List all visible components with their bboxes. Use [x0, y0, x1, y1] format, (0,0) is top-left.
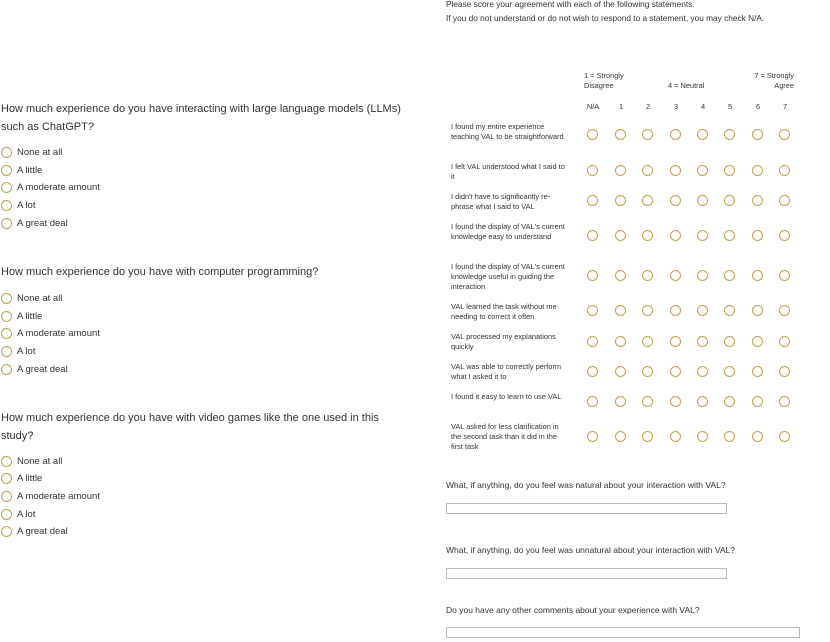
matrix-radio-row1-na[interactable] [587, 129, 598, 140]
matrix-radio-row9-na[interactable] [587, 396, 598, 407]
column-header-4: 4 [700, 102, 706, 111]
matrix-radio-row1-6[interactable] [752, 129, 763, 140]
radio-button[interactable] [1, 165, 12, 176]
matrix-radio-row2-1[interactable] [615, 165, 626, 176]
matrix-radio-row1-5[interactable] [724, 129, 735, 140]
matrix-radio-row4-3[interactable] [670, 230, 681, 241]
column-header-5: 5 [727, 102, 733, 111]
matrix-radio-row3-3[interactable] [670, 195, 681, 206]
question-unnatural: What, if anything, do you feel was unnatural about your interaction with VAL? [446, 545, 736, 555]
option-llm-great[interactable]: A great deal [1, 217, 68, 229]
matrix-radio-row2-4[interactable] [697, 165, 708, 176]
option-game-lot[interactable]: A lot [1, 508, 36, 520]
matrix-radio-row10-1[interactable] [615, 431, 626, 442]
matrix-radio-row7-7[interactable] [779, 336, 790, 347]
radio-button[interactable] [1, 346, 12, 357]
matrix-radio-row3-na[interactable] [587, 195, 598, 206]
option-llm-none[interactable]: None at all [1, 146, 62, 158]
matrix-radio-row4-4[interactable] [697, 230, 708, 241]
radio-button[interactable] [1, 182, 12, 193]
option-llm-lot[interactable]: A lot [1, 199, 36, 211]
matrix-radio-row9-6[interactable] [752, 396, 763, 407]
scale-label-disagree: 1 = Strongly Disagree [584, 71, 624, 90]
matrix-radio-row9-5[interactable] [724, 396, 735, 407]
statement-2: I felt VAL understood what I said to it [451, 162, 565, 181]
option-prog-none[interactable]: None at all [1, 292, 62, 304]
matrix-instructions [446, 0, 818, 25]
matrix-radio-row3-6[interactable] [752, 195, 763, 206]
matrix-radio-row7-2[interactable] [642, 336, 653, 347]
matrix-radio-row4-na[interactable] [587, 230, 598, 241]
matrix-radio-row1-3[interactable] [670, 129, 681, 140]
matrix-radio-row4-2[interactable] [642, 230, 653, 241]
matrix-radio-row7-1[interactable] [615, 336, 626, 347]
matrix-radio-row7-4[interactable] [697, 336, 708, 347]
matrix-radio-row8-1[interactable] [615, 366, 626, 377]
radio-button[interactable] [1, 147, 12, 158]
matrix-radio-row4-5[interactable] [724, 230, 735, 241]
matrix-radio-row6-4[interactable] [697, 305, 708, 316]
radio-button[interactable] [1, 456, 12, 467]
matrix-radio-row5-5[interactable] [724, 270, 735, 281]
matrix-radio-row8-4[interactable] [697, 366, 708, 377]
option-llm-moderate[interactable]: A moderate amount [1, 181, 100, 193]
matrix-radio-row3-4[interactable] [697, 195, 708, 206]
radio-button[interactable] [1, 218, 12, 229]
matrix-radio-row7-5[interactable] [724, 336, 735, 347]
matrix-radio-row2-na[interactable] [587, 165, 598, 176]
option-game-great[interactable]: A great deal [1, 525, 68, 537]
radio-button[interactable] [1, 328, 12, 339]
matrix-radio-row7-na[interactable] [587, 336, 598, 347]
question-natural: What, if anything, do you feel was natural about your interaction with VAL? [446, 480, 726, 490]
matrix-radio-row10-na[interactable] [587, 431, 598, 442]
radio-button[interactable] [1, 491, 12, 502]
matrix-radio-row3-5[interactable] [724, 195, 735, 206]
option-game-moderate[interactable]: A moderate amount [1, 490, 100, 502]
matrix-radio-row9-7[interactable] [779, 396, 790, 407]
matrix-radio-row3-1[interactable] [615, 195, 626, 206]
matrix-radio-row2-2[interactable] [642, 165, 653, 176]
radio-button[interactable] [1, 509, 12, 520]
other-comments-input[interactable] [446, 627, 800, 638]
matrix-radio-row10-6[interactable] [752, 431, 763, 442]
column-header-7: 7 [782, 102, 788, 111]
option-prog-lot[interactable]: A lot [1, 345, 36, 357]
matrix-radio-row2-5[interactable] [724, 165, 735, 176]
statement-7: VAL processed my explanations quickly [451, 332, 556, 351]
option-game-little[interactable]: A little [1, 472, 42, 484]
matrix-radio-row6-5[interactable] [724, 305, 735, 316]
matrix-radio-row5-4[interactable] [697, 270, 708, 281]
matrix-radio-row8-6[interactable] [752, 366, 763, 377]
column-header-1: 1 [618, 102, 624, 111]
matrix-radio-row5-na[interactable] [587, 270, 598, 281]
matrix-radio-row6-3[interactable] [670, 305, 681, 316]
matrix-radio-row7-3[interactable] [670, 336, 681, 347]
radio-button[interactable] [1, 364, 12, 375]
matrix-radio-row6-2[interactable] [642, 305, 653, 316]
matrix-radio-row7-6[interactable] [752, 336, 763, 347]
matrix-radio-row5-7[interactable] [779, 270, 790, 281]
radio-button[interactable] [1, 311, 12, 322]
statement-6: VAL learned the task without me needing to correct it often [451, 302, 557, 321]
matrix-radio-row10-7[interactable] [779, 431, 790, 442]
matrix-radio-row8-2[interactable] [642, 366, 653, 377]
matrix-radio-row5-3[interactable] [670, 270, 681, 281]
matrix-radio-row2-3[interactable] [670, 165, 681, 176]
option-prog-moderate[interactable]: A moderate amount [1, 327, 100, 339]
matrix-radio-row10-3[interactable] [670, 431, 681, 442]
matrix-radio-row6-7[interactable] [779, 305, 790, 316]
matrix-radio-row5-1[interactable] [615, 270, 626, 281]
radio-button[interactable] [1, 200, 12, 211]
matrix-radio-row3-7[interactable] [779, 195, 790, 206]
matrix-radio-row1-2[interactable] [642, 129, 653, 140]
radio-button[interactable] [1, 526, 12, 537]
instructions-line-1: Please score your agreement with each of the following statements. [446, 0, 695, 9]
matrix-radio-row1-4[interactable] [697, 129, 708, 140]
matrix-radio-row4-1[interactable] [615, 230, 626, 241]
option-prog-great[interactable]: A great deal [1, 363, 68, 375]
column-header-2: 2 [645, 102, 651, 111]
matrix-radio-row6-1[interactable] [615, 305, 626, 316]
option-llm-little[interactable]: A little [1, 164, 42, 176]
matrix-radio-row2-6[interactable] [752, 165, 763, 176]
column-header-na: N/A [586, 102, 600, 111]
radio-button[interactable] [1, 473, 12, 484]
matrix-radio-row6-na[interactable] [587, 305, 598, 316]
question-other-comments: Do you have any other comments about your experience with VAL? [446, 605, 700, 615]
matrix-radio-row8-3[interactable] [670, 366, 681, 377]
radio-button[interactable] [1, 293, 12, 304]
matrix-radio-row10-2[interactable] [642, 431, 653, 442]
matrix-radio-row8-na[interactable] [587, 366, 598, 377]
statement-4: I found the display of VAL's current knowledge easy to understand [451, 222, 565, 241]
statement-8: VAL was able to correctly perform what I asked it to [451, 362, 562, 381]
matrix-radio-row2-7[interactable] [779, 165, 790, 176]
unnatural-response-input[interactable] [446, 568, 727, 579]
matrix-radio-row1-7[interactable] [779, 129, 790, 140]
column-header-3: 3 [673, 102, 679, 111]
statement-1: I found my entire experience teaching VAL to be straightforward [451, 122, 564, 141]
matrix-radio-row10-5[interactable] [724, 431, 735, 442]
scale-label-agree: 7 = Strongly Agree [754, 71, 794, 90]
question-videogame-experience: How much experience do you have with video games like the one used in this study? [1, 412, 379, 442]
matrix-radio-row9-4[interactable] [697, 396, 708, 407]
statement-5: I found the display of VAL's current knowledge useful in guiding the interaction [451, 262, 565, 291]
matrix-radio-row9-3[interactable] [670, 396, 681, 407]
matrix-radio-row4-7[interactable] [779, 230, 790, 241]
statement-3: I didn't have to significantly re-phrase what I said to VAL [451, 192, 551, 211]
matrix-radio-row10-4[interactable] [697, 431, 708, 442]
matrix-radio-row5-6[interactable] [752, 270, 763, 281]
option-game-none[interactable]: None at all [1, 455, 62, 467]
option-prog-little[interactable]: A little [1, 310, 42, 322]
matrix-radio-row9-2[interactable] [642, 396, 653, 407]
matrix-radio-row4-6[interactable] [752, 230, 763, 241]
statement-9: I found it easy to learn to use VAL [451, 392, 562, 401]
matrix-radio-row6-6[interactable] [752, 305, 763, 316]
natural-response-input[interactable] [446, 503, 727, 514]
matrix-radio-row5-2[interactable] [642, 270, 653, 281]
instructions-line-2: If you do not understand or do not wish to respond to a statement, you may check N/A. [446, 13, 765, 23]
scale-label-neutral: 4 = Neutral [668, 81, 705, 90]
statement-10: VAL asked for less clarification in the second task than it did in the first task [451, 422, 559, 451]
question-llm-experience: How much experience do you have interacting with large language models (LLMs) such as ChatGPT? [1, 103, 401, 133]
matrix-radio-row9-1[interactable] [615, 396, 626, 407]
matrix-radio-row8-5[interactable] [724, 366, 735, 377]
matrix-radio-row1-1[interactable] [615, 129, 626, 140]
question-programming-experience: How much experience do you have with computer programming? [1, 266, 319, 278]
matrix-radio-row8-7[interactable] [779, 366, 790, 377]
matrix-radio-row3-2[interactable] [642, 195, 653, 206]
column-header-6: 6 [755, 102, 761, 111]
